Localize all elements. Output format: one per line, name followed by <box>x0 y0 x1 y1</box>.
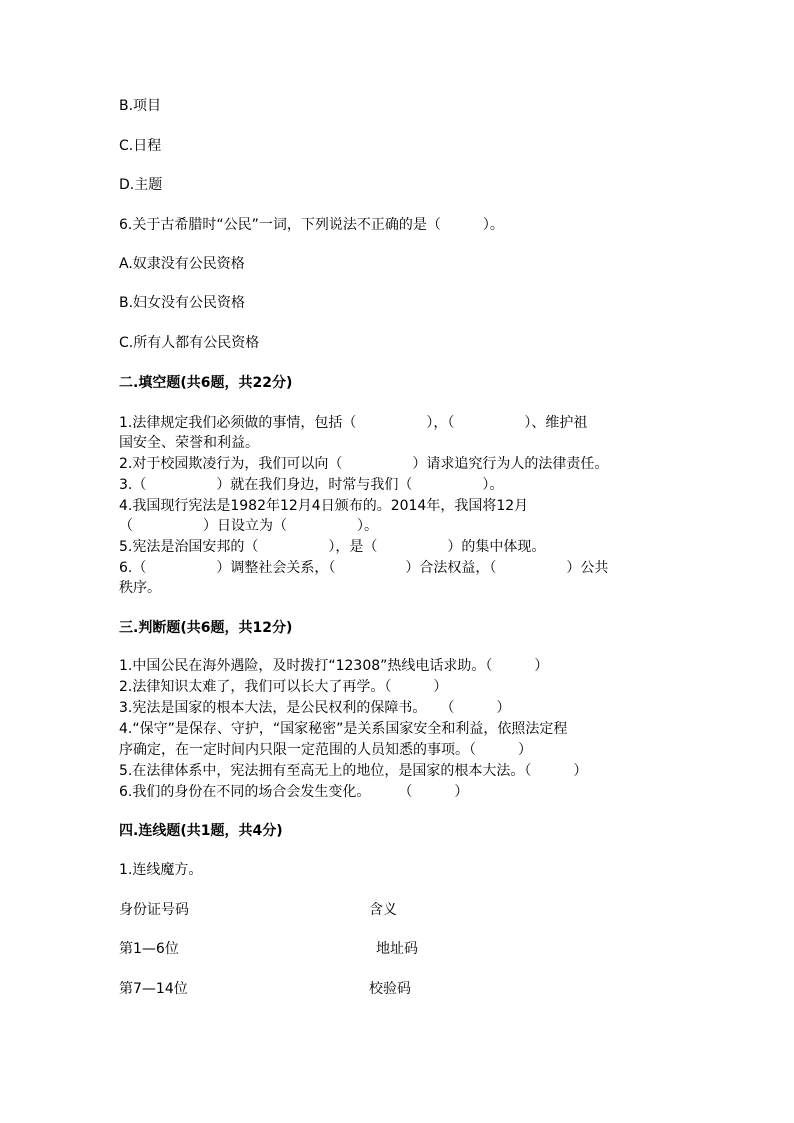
section-heading-fill-blank: 二.填空题(共6题，共22分) <box>119 375 293 391</box>
fill-blank-line: （ ）日设立为（ ）。 <box>119 518 378 534</box>
fill-blank-line: 1.法律规定我们必须做的事情，包括（ ），（ ）、维护祖 <box>119 415 588 431</box>
fill-blank-line: 3.（ ）就在我们身边，时常与我们（ ）。 <box>119 477 504 493</box>
matching-right-item: 含义 <box>369 902 397 918</box>
fill-blank-line: 4.我国现行宪法是1982年12月4日颁布的。2014年，我国将12月 <box>119 498 529 514</box>
q5-option-d: D.主题 <box>119 177 163 193</box>
fill-blank-line: 秩序。 <box>119 580 161 596</box>
matching-right-item: 校验码 <box>369 981 411 997</box>
true-false-line: 1.中国公民在海外遇险，及时拨打“12308”热线电话求助。（ ） <box>119 658 549 674</box>
q5-option-c: C.日程 <box>119 138 162 154</box>
matching-right-item: 地址码 <box>376 941 418 957</box>
q6-stem: 6.关于古希腊时“公民”一词，下列说法不正确的是（ ）。 <box>119 217 504 233</box>
true-false-line: 6.我们的身份在不同的场合会发生变化。 （ ） <box>119 784 469 800</box>
fill-blank-line: 2.对于校园欺凌行为，我们可以向（ ）请求追究行为人的法律责任。 <box>119 456 609 472</box>
matching-left-item: 身份证号码 <box>119 902 189 918</box>
fill-blank-line: 国安全、荣誉和利益。 <box>119 435 259 451</box>
true-false-line: 2.法律知识太难了，我们可以长大了再学。（ ） <box>119 679 448 695</box>
matching-q1-stem: 1.连线魔方。 <box>119 862 203 878</box>
matching-left-item: 第1—6位 <box>119 941 179 957</box>
q6-option-c: C.所有人都有公民资格 <box>119 335 260 351</box>
fill-blank-line: 6.（ ）调整社会关系，（ ）合法权益，（ ）公共 <box>119 560 609 576</box>
fill-blank-line: 5.宪法是治国安邦的（ ），是（ ）的集中体现。 <box>119 539 546 555</box>
section-heading-true-false: 三.判断题(共6题，共12分) <box>119 620 293 636</box>
q5-option-b: B.项目 <box>119 98 162 114</box>
true-false-line: 5.在法律体系中，宪法拥有至高无上的地位，是国家的根本大法。（ ） <box>119 763 588 779</box>
q6-option-b: B.妇女没有公民资格 <box>119 295 246 311</box>
true-false-line: 序确定，在一定时间内只限一定范围的人员知悉的事项。（ ） <box>119 742 532 758</box>
true-false-line: 3.宪法是国家的根本大法，是公民权利的保障书。 （ ） <box>119 700 511 716</box>
q6-option-a: A.奴隶没有公民资格 <box>119 256 245 272</box>
matching-left-item: 第7—14位 <box>119 981 188 997</box>
section-heading-matching: 四.连线题(共1题，共4分) <box>119 823 283 839</box>
true-false-line: 4.“保守”是保存、守护，“国家秘密”是关系国家安全和利益，依照法定程 <box>119 721 568 737</box>
